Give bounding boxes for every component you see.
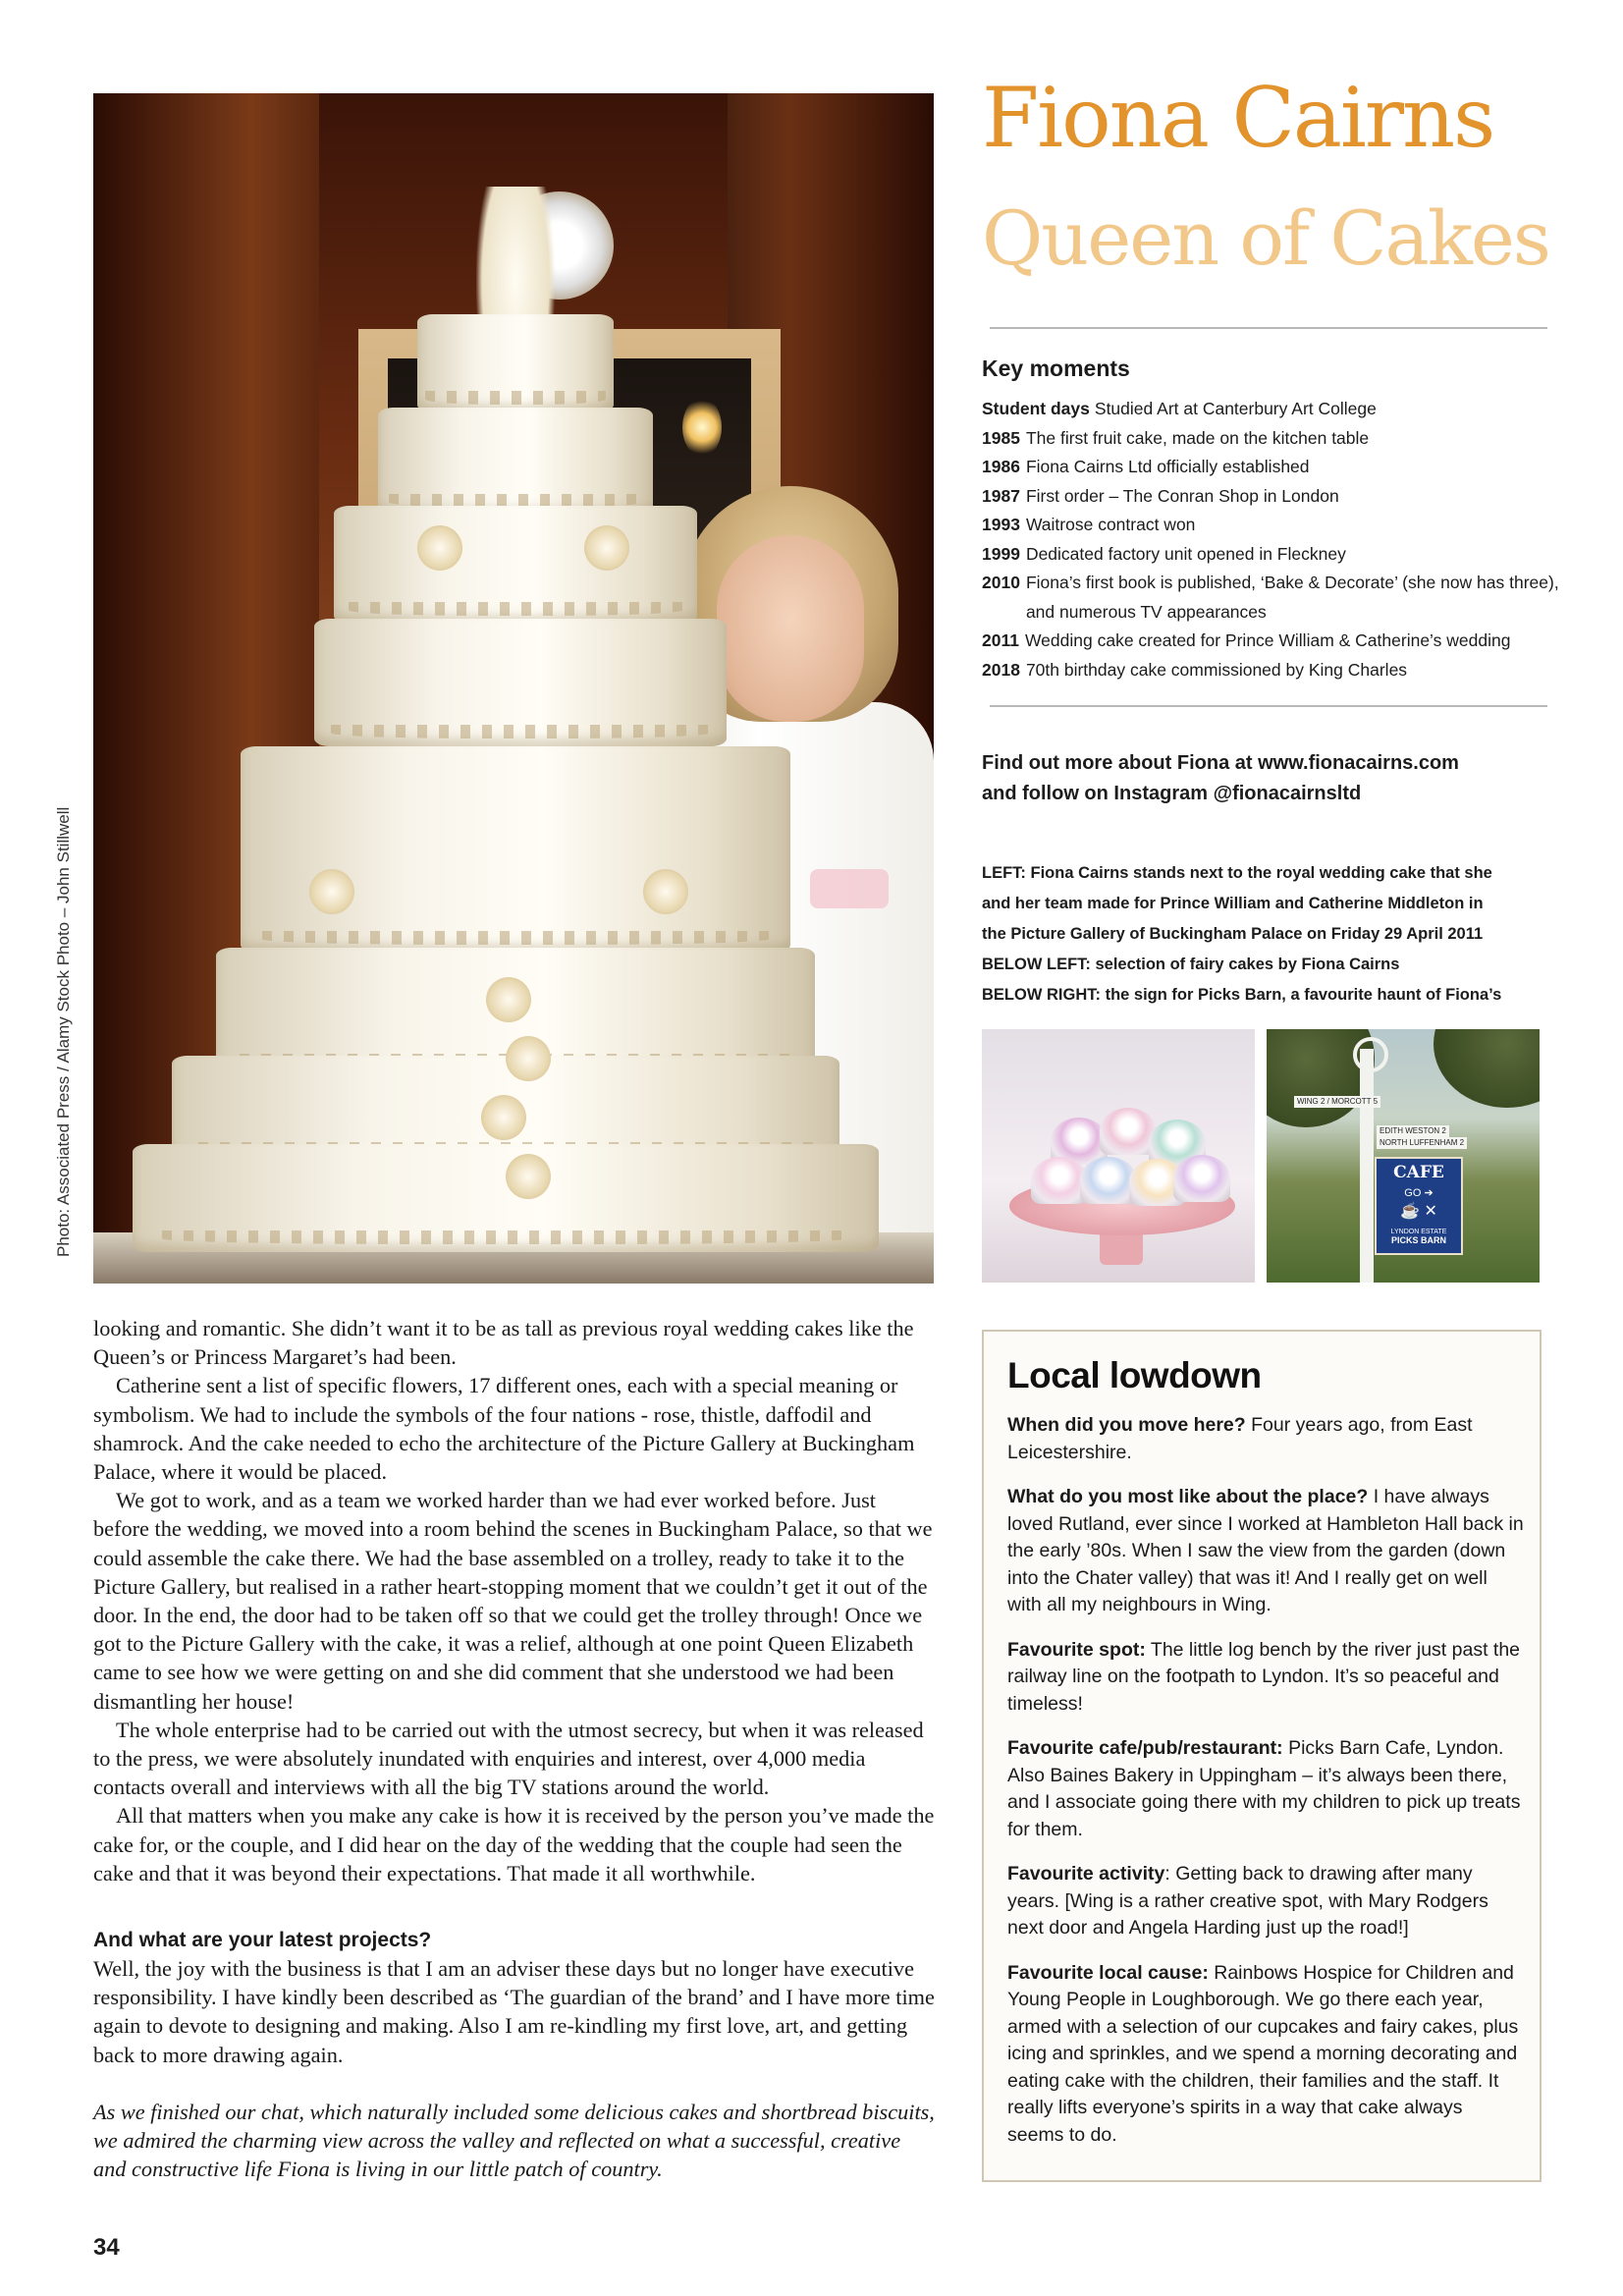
- caption-line: BELOW RIGHT: the sign for Picks Barn, a favourite haunt of Fiona’s: [982, 986, 1502, 1004]
- local-lowdown-box: [982, 1330, 1542, 2182]
- caption-line: BELOW LEFT: selection of fairy cakes by Fiona Cairns: [982, 956, 1400, 973]
- article-paragraph: All that matters when you make any cake is how it is received by the person you’ve made the cake for, or the couple, and I did hear on the day of the wedding that the couple had seen the cake and that it was beyond their expectations. That made it all worthwhile.: [93, 1803, 935, 1886]
- photo-picks-barn-sign: [1267, 1029, 1540, 1283]
- article-body: [93, 1314, 936, 2183]
- photo-credit: Photo: Associated Press / Alamy Stock Photo – John Stillwell: [54, 806, 73, 1257]
- lowdown-item: Favourite local cause: Rainbows Hospice for Children and Young People in Loughborough. We go there each year, armed with a selection of our cupcakes and fairy cakes, plus icing and sprinkles, and we spend a morning decorating and eating cake with the children, their families and the staff. It really lifts everyone’s spirits in a way that cake always seems to do.: [1007, 1961, 1519, 2146]
- divider-bottom: [990, 705, 1547, 707]
- coffee-cup-icon: ☕ ✕: [1400, 1203, 1437, 1220]
- find-out-line-instagram: and follow on Instagram @fionacairnsltd: [982, 783, 1362, 804]
- key-moment: 2010 Fiona’s first book is published, ‘Bake & Decorate’ (she now has three), and numerous TV appearances: [982, 573, 1559, 622]
- main-photo-wedding-cake: [93, 93, 934, 1284]
- photo-caption: [982, 858, 1571, 1011]
- divider-top: [990, 327, 1547, 329]
- find-out-line-website: Find out more about Fiona at www.fionacairns.com: [982, 752, 1459, 774]
- caption-line: the Picture Gallery of Buckingham Palace on Friday 29 April 2011: [982, 925, 1484, 943]
- page-title: Fiona Cairns: [982, 70, 1494, 166]
- article-question: And what are your latest projects?: [93, 1929, 432, 1952]
- article-closing: As we finished our chat, which naturally included some delicious cakes and shortbread biscuits, we admired the charming view across the valley and reflected on what a successful, creative and constructive life Fiona is living in our little patch of country.: [93, 2099, 935, 2182]
- key-moment: 1986 Fiona Cairns Ltd officially established: [982, 457, 1310, 476]
- cafe-sign: CAFE GO ➔ ☕ ✕ LYNDON ESTATE PICKS BARN: [1375, 1157, 1463, 1255]
- key-moments-heading: Key moments: [982, 355, 1130, 381]
- key-moment: Student days Studied Art at Canterbury Art College: [982, 399, 1377, 418]
- key-moment: 2018 70th birthday cake commissioned by King Charles: [982, 659, 1408, 680]
- article-paragraph: looking and romantic. She didn’t want it to be as tall as previous royal wedding cakes like the Queen’s or Princess Margaret’s had been.: [93, 1316, 914, 1370]
- photo-fairy-cakes: [982, 1029, 1255, 1283]
- key-moment: 1985 The first fruit cake, made on the kitchen table: [982, 427, 1370, 448]
- key-moment: 1999 Dedicated factory unit opened in Fleckney: [982, 543, 1346, 564]
- article-paragraph: We got to work, and as a team we worked harder than we had ever worked before. Just before the wedding, we moved into a room behind the scenes in Buckingham Palace, so that we could assemble the cake there. We had the base assembled on a trolley, ready to take it to the Picture Gallery, but realised in a rather heart-stopping moment that we couldn’t get it out of the door. In the end, the door had to be taken off so that we could get the trolley through! Once we got to the Picture Gallery with the cake, it was a relief, although at one point Queen Elizabeth came to see how we were getting on and she did comment that she understood we had been dismantling her house!: [93, 1488, 933, 1714]
- lowdown-item: Favourite activity: Getting back to drawing after many years. [Wing is a rather creative spot, with Mary Rodgers next door and Angela Harding just up the road!]: [1007, 1863, 1488, 1939]
- article-paragraph: The whole enterprise had to be carried out with the utmost secrecy, but when it was released to the press, we were absolutely inundated with enquiries and interest, over 4,000 media contacts overall and interviews with all the big TV stations around the world.: [93, 1717, 924, 1800]
- article-answer: Well, the joy with the business is that I am an adviser these days but no longer have executive responsibility. I have kindly been described as ‘The guardian of the brand’ and I have more time again to devote to designing and making. Also I am re-kindling my first love, art, and getting back to more drawing again.: [93, 1956, 935, 2067]
- local-lowdown-heading: Local lowdown: [1007, 1355, 1262, 1395]
- page-subtitle: Queen of Cakes: [982, 194, 1549, 282]
- lowdown-item: Favourite spot: The little log bench by the river just past the railway line on the footpath to Lyndon. It’s so peaceful and timeless!: [1007, 1638, 1521, 1715]
- key-moment: 1987 First order – The Conran Shop in London: [982, 485, 1339, 506]
- signpost-arm: WING 2 / MORCOTT 5: [1294, 1096, 1380, 1108]
- signpost-arm: EDITH WESTON 2: [1377, 1125, 1449, 1137]
- caption-line: and her team made for Prince William and Catherine Middleton in: [982, 895, 1484, 912]
- key-moments-list: [982, 395, 1561, 684]
- local-lowdown-list: [1007, 1412, 1524, 2166]
- find-out-more: [982, 748, 1571, 809]
- caption-line: LEFT: Fiona Cairns stands next to the royal wedding cake that she: [982, 864, 1492, 882]
- page-number: 34: [93, 2234, 120, 2261]
- key-moment: 1993 Waitrose contract won: [982, 515, 1196, 534]
- lowdown-item: When did you move here? Four years ago, from East Leicestershire.: [1007, 1414, 1473, 1463]
- lowdown-item: What do you most like about the place? I have always loved Rutland, ever since I worked at Hambleton Hall back in the early ’80s. When I saw the view from the garden (down into the Chater valley) that was it! And I really get on well with all my neighbours in Wing.: [1007, 1486, 1524, 1615]
- key-moment: 2011 Wedding cake created for Prince William & Catherine’s wedding: [982, 630, 1511, 650]
- lowdown-item: Favourite cafe/pub/restaurant: Picks Barn Cafe, Lyndon. Also Baines Bakery in Uppingham – it’s always been there, and I associate going there with my children to pick up treats for them.: [1007, 1737, 1521, 1840]
- article-paragraph: Catherine sent a list of specific flowers, 17 different ones, each with a special meaning or symbolism. We had to include the symbols of the four nations - rose, thistle, daffodil and shamrock. And the cake needed to echo the architecture of the Picture Gallery at Buckingham Palace, where it would be placed.: [93, 1373, 915, 1485]
- signpost-arm: NORTH LUFFENHAM 2: [1377, 1137, 1467, 1149]
